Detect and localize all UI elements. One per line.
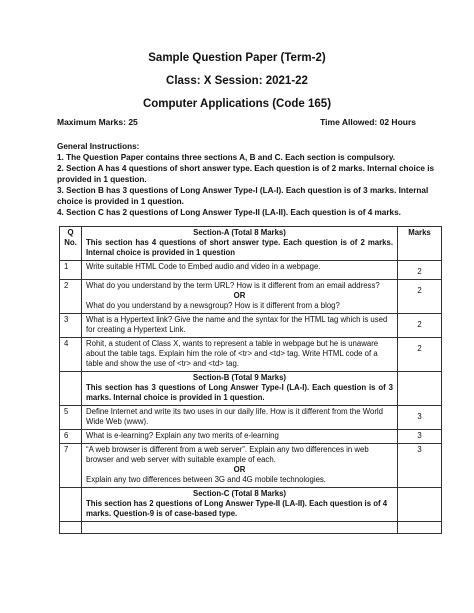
table-header-row — [60, 227, 442, 261]
question-number: 3 — [60, 314, 82, 338]
empty-cell — [398, 522, 442, 534]
table-row — [60, 280, 442, 314]
question-marks: 2 — [398, 280, 442, 314]
instruction-item: 4. Section C has 2 questions of Long Answer Type-II (LA-II). Each question is of 4 marks. — [57, 208, 401, 217]
question-text: What is a Hypertext link? Give the name and the syntax for the HTML tag which is used for creating a Hypertext Link. — [82, 314, 398, 338]
question-cell — [82, 444, 398, 488]
question-marks: 2 — [398, 338, 442, 372]
table-row — [60, 444, 442, 488]
section-a-title: Section-A (Total 8 Marks) — [193, 228, 286, 237]
subject-title: Computer Applications (Code 165) — [142, 98, 332, 110]
paper-title: Sample Question Paper (Term-2) — [148, 52, 326, 64]
section-c-header — [82, 488, 398, 522]
table-row — [60, 314, 442, 338]
section-a-desc: This section has 4 questions of short answer type. Each question is of 2 marks. Internal choice is provided in 1 question — [86, 238, 393, 257]
question-marks: 3 — [398, 444, 442, 488]
question-cell — [82, 280, 398, 314]
table-row — [60, 430, 442, 444]
question-table — [59, 226, 442, 534]
section-b-title: Section-B (Total 9 Marks) — [193, 373, 286, 382]
empty-cell — [60, 372, 82, 406]
section-b-header — [82, 372, 398, 406]
question-number: 7 — [60, 444, 82, 488]
table-row — [60, 261, 442, 280]
question-number: 2 — [60, 280, 82, 314]
instruction-item: 2. Section A has 4 questions of short answer type. Each question is of 2 marks. Internal choice is provided in 1 question. — [57, 164, 435, 184]
time-allowed: Time Allowed: 02 Hours — [320, 117, 416, 127]
question-number: 5 — [60, 406, 82, 430]
question-marks: 3 — [398, 406, 442, 430]
section-c-row — [60, 488, 442, 522]
table-row — [60, 406, 442, 430]
marks-header: Marks — [398, 227, 442, 261]
empty-cell — [398, 372, 442, 406]
question-text: Rohit, a student of Class X, wants to represent a table in webpage but he is unaware about the table tags. Explain him the role of <tr> and <td> tag. Write HTML code of a table and show the use of <tr> and <td> tag. — [82, 338, 398, 372]
question-number: 6 — [60, 430, 82, 444]
instructions-list — [57, 152, 437, 218]
instruction-item: 1. The Question Paper contains three sections A, B and C. Each section is compulsory. — [57, 153, 396, 162]
q-no-header: Q No. — [60, 227, 82, 261]
question-marks: 2 — [398, 314, 442, 338]
section-a-header — [82, 227, 398, 261]
or-label: OR — [233, 465, 246, 474]
empty-cell — [398, 488, 442, 522]
or-label: OR — [233, 291, 246, 300]
table-row — [60, 338, 442, 372]
max-marks: Maximum Marks: 25 — [57, 117, 138, 127]
question-text: Write suitable HTML Code to Embed audio and video in a webpage. — [82, 261, 398, 280]
empty-cell — [82, 522, 398, 534]
empty-cell — [60, 522, 82, 534]
section-b-desc: This section has 3 questions of Long Answer Type-I (LA-I). Each question is of 3 marks. Internal choice is provided in 1 question. — [86, 383, 393, 402]
question-text: Define Internet and write its two uses in our daily life. How is it different from the World Wide Web (www). — [82, 406, 398, 430]
question-marks: 3 — [398, 430, 442, 444]
section-c-title: Section-C (Total 8 Marks) — [193, 489, 286, 498]
instruction-item: 3. Section B has 3 questions of Long Answer Type-I (LA-I). Each question is of 3 marks. Internal choice is provided in 1 question. — [57, 186, 429, 206]
table-row — [60, 522, 442, 534]
question-text: What is e-learning? Explain any two merits of e-learning — [82, 430, 398, 444]
instructions-heading: General Instructions: — [57, 142, 140, 151]
empty-cell — [60, 488, 82, 522]
question-text: “A web browser is different from a web server”. Explain any two differences in web browser and web server with suitable example of each. — [86, 445, 369, 464]
question-number: 1 — [60, 261, 82, 280]
class-session: Class: X Session: 2021-22 — [166, 75, 308, 87]
section-b-row — [60, 372, 442, 406]
question-text: What do you understand by the term URL? How is it different from an email address? — [86, 281, 380, 290]
section-c-desc: This section has 2 questions of Long Answer Type-II (LA-II). Each question is of 4 marks. Question-9 is of case-based type. — [86, 499, 388, 518]
alternate-question-text: What do you understand by a newsgroup? How is it different from a blog? — [86, 301, 340, 310]
question-number: 4 — [60, 338, 82, 372]
alternate-question-text: Explain any two differences between 3G and 4G mobile technologies. — [86, 475, 326, 484]
question-marks: 2 — [398, 261, 442, 280]
